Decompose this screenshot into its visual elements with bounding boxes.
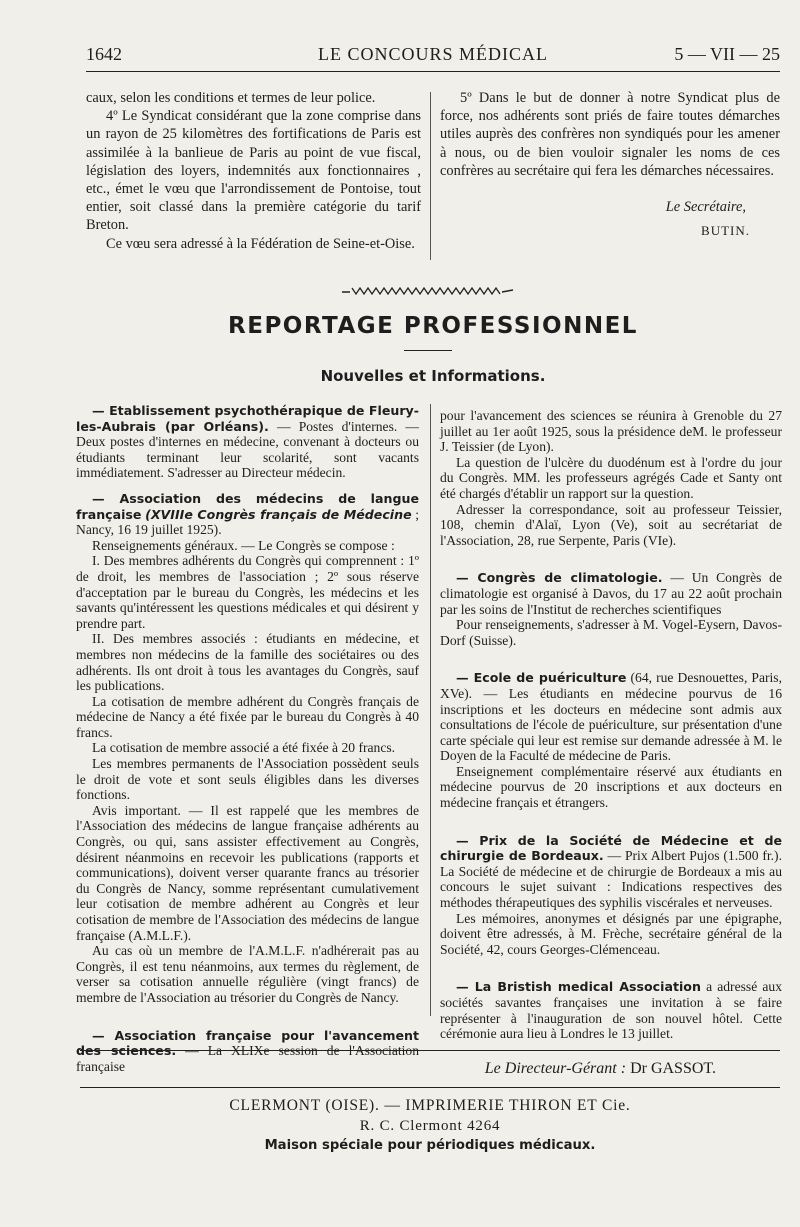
news-item — [76, 491, 419, 538]
signature-title: Le Secrétaire, — [665, 199, 746, 216]
news-body: — La XLIXe session de l'Association française — [76, 1043, 420, 1074]
news-body: ; Nancy, 16 19 juillet 1925). — [76, 506, 419, 538]
issue-date: 5 — VII — 25 — [674, 44, 780, 64]
paragraph: II. Des membres associés : étudiants en médecine, et membres non médecins de la famille des sociétaires ou des adhérents. Ils ont droit à tous les avantages du Congrès, sauf les publications. — [76, 631, 419, 694]
registry-number: R. C. Clermont 4264 — [359, 1118, 501, 1134]
title-rule — [404, 350, 452, 351]
paragraph: Les mémoires, anonymes et désignés par une épigraphe, doivent être adressés, à M. Frèche, secrétaire général de la Société, 42, cours Georges-Clémenceau. — [440, 910, 782, 957]
top-left-column — [86, 89, 421, 253]
paragraph: Pour renseignements, s'adresser à M. Vogel-Eysern, Davos-Dorf (Suisse). — [440, 617, 782, 648]
paragraph: La question de l'ulcère du duodénum est à l'ordre du jour du Congrès. MM. les professeurs agrégés Cade et Santy ont été chargés d'établir un rapport sur la question. — [440, 454, 782, 501]
news-subheading: (XVIIIe Congrès français de Médecine — [145, 506, 412, 522]
director-line — [485, 1060, 716, 1078]
news-heading: — Association des médecins de langue française — [76, 490, 419, 522]
paragraph: Ce vœu sera adressé à la Fédération de Seine-et-Oise. — [106, 235, 415, 252]
paragraph: I. Des membres adhérents du Congrès qui comprennent : 1º de droit, les membres de l'association ; 2º sous réserve d'acceptation par le bureau du Congrès, les médecins et les savants qu'intéressent les questions médicales et qui désirent y prendre part. — [76, 553, 419, 631]
paragraph: 5º Dans le but de donner à notre Syndicat plus de force, nos adhérents sont priés de faire toutes démarches utiles auprès des confrères non syndiqués pour les amener à nous, ou de bien vouloir signaler les noms de ces confrères au secrétaire qui fera les démarches nécessaires. — [440, 90, 780, 179]
column-divider — [430, 404, 431, 1016]
news-heading: — Association française pour l'avancement des sciences. — [76, 1027, 419, 1059]
section-title: REPORTAGE PROFESSIONNEL — [228, 313, 638, 339]
page-number: 1642 — [86, 44, 122, 64]
paragraph: La cotisation de membre associé a été fixée à 20 francs. — [92, 740, 396, 756]
signature-name: BUTIN. — [701, 223, 750, 239]
news-item — [76, 403, 419, 481]
paragraph: 4º Le Syndicat considérant que la zone comprise dans un rayon de 25 kilomètres des fortifications de Paris est assimilée à la banlieue de Paris au point de vue fiscal, législation des loyers, indemnités aux fonctionnaires , etc., émet le vœu que l'arrondissement de Pontoise, tout entier, soit classé dans la première catégorie du tarif Breton. — [86, 108, 421, 234]
printer-imprint — [80, 1096, 780, 1156]
news-heading: — La Bristish medical Association — [456, 979, 701, 995]
news-heading: — Ecole de puériculture — [456, 670, 627, 686]
news-body: (64, rue Desnouettes, Paris, XVe). — Les étudiants en médecine pourvus de 16 inscriptions et les docteurs en médecine sont admis aux consultations de l'école de puériculture, sur présentation d'une carte spéciale qui leur est remise sur demande adressée à M. le Doyen de la Faculté de médecine de Paris. — [440, 670, 783, 764]
decorative-divider-icon — [340, 286, 515, 296]
paragraph: caux, selon les conditions et termes de leur police. — [86, 90, 376, 106]
journal-title: LE CONCOURS MÉDICAL — [317, 44, 548, 64]
news-item — [440, 979, 782, 1041]
main-right-column — [440, 408, 782, 1042]
news-body: — Prix Albert Pujos (1.500 fr.). La Société de médecine et de chirurgie de Bordeaux a mis au concours le sujet suivant : Indications respectives des méthodes thérapeutiques des syphilis viscérales et nerveuses. — [440, 848, 782, 911]
news-heading: — Prix de la Société de Médecine et de chirurgie de Bordeaux. — [440, 832, 782, 864]
paragraph: Enseignement complémentaire réservé aux étudiants en médecine pourvus de 20 inscriptions et aux docteurs en médecine français et étrangers. — [440, 763, 782, 811]
footer-rule — [80, 1087, 780, 1088]
news-heading: — Etablissement psychothérapique de Fleury-les-Aubrais (par Orléans). — [76, 403, 419, 434]
news-body: — Un Congrès de climatologie est organisé à Davos, du 17 au 22 août prochain par les soins de l'Institut de recherches scientifiques — [440, 570, 782, 617]
news-item — [440, 570, 782, 617]
column-divider — [430, 92, 431, 260]
paragraph: Les membres permanents de l'Association possèdent seuls le droit de vote et sont seuls éligibles dans les diverses fonctions. — [76, 756, 419, 803]
director-name: Dr GASSOT. — [630, 1060, 716, 1077]
paragraph: Renseignements généraux. — Le Congrès se compose : — [92, 537, 395, 553]
top-right-column — [440, 89, 780, 240]
header-rule — [86, 71, 780, 72]
footer-rule — [80, 1050, 780, 1051]
paragraph: Au cas où un membre de l'A.M.L.F. n'adhérerait pas au Congrès, il est tenu néanmoins, aux termes du règlement, de verser sa cotisation annuelle régulière (vingt francs) de membre de l'Association au trésorier du Congrès de Nancy. — [76, 943, 419, 1005]
news-body: a adressé aux sociétés savantes françaises une invitation à se faire représenter à l'inauguration de son nouvel hôtel. Cette cérémonie aura lieu à Londres le 13 juillet. — [440, 979, 782, 1042]
page-header — [86, 44, 780, 70]
news-item — [440, 670, 782, 764]
main-left-column — [76, 403, 419, 1074]
paragraph: Avis important. — Il est rappelé que les membres de l'Association des médecins de langue française adhérents au Congrès, ou qui, sans assister effectivement au Congrès, désirent néanmoins en recevoir les publications (rapports et communications), doivent verser quarante francs au trésorier du Congrès de Nancy, somme représentant cumulativement leur cotisation de membre adhérent au Congrès et leur cotisation de membre de l'Association des médecins de langue française (A.M.L.F.). — [76, 802, 419, 943]
printer-name: CLERMONT (OISE). — IMPRIMERIE THIRON ET Cie. — [229, 1097, 631, 1114]
subsection-title: Nouvelles et Informations. — [320, 367, 546, 385]
paragraph: Adresser la correspondance, soit au professeur Teissier, 108, chemin d'Alaï, Lyon (Ve), soit au secrétariat de l'Association, 28, rue Serpente, Paris (VIe). — [440, 501, 782, 548]
news-heading: — Congrès de climatologie. — [456, 570, 663, 586]
printer-specialty: Maison spéciale pour périodiques médicaux. — [264, 1138, 596, 1153]
paragraph: pour l'avancement des sciences se réunira à Grenoble du 27 juillet au 1er août 1925, sous la présidence deM. le professeur J. Teissier (de Lyon). — [440, 408, 782, 455]
news-item — [440, 833, 782, 911]
news-body: — Postes d'internes. — Deux postes d'internes en médecine, convenant à docteurs ou étudiants terminant leur scolarité, sont vacants immédiatement. S'adresser au Directeur médecin. — [76, 418, 419, 481]
paragraph: La cotisation de membre adhérent du Congrès français de médecine de Nancy a été fixée par le bureau du Congrès à 40 francs. — [76, 693, 419, 740]
director-label: Le Directeur-Gérant : — [484, 1060, 627, 1077]
